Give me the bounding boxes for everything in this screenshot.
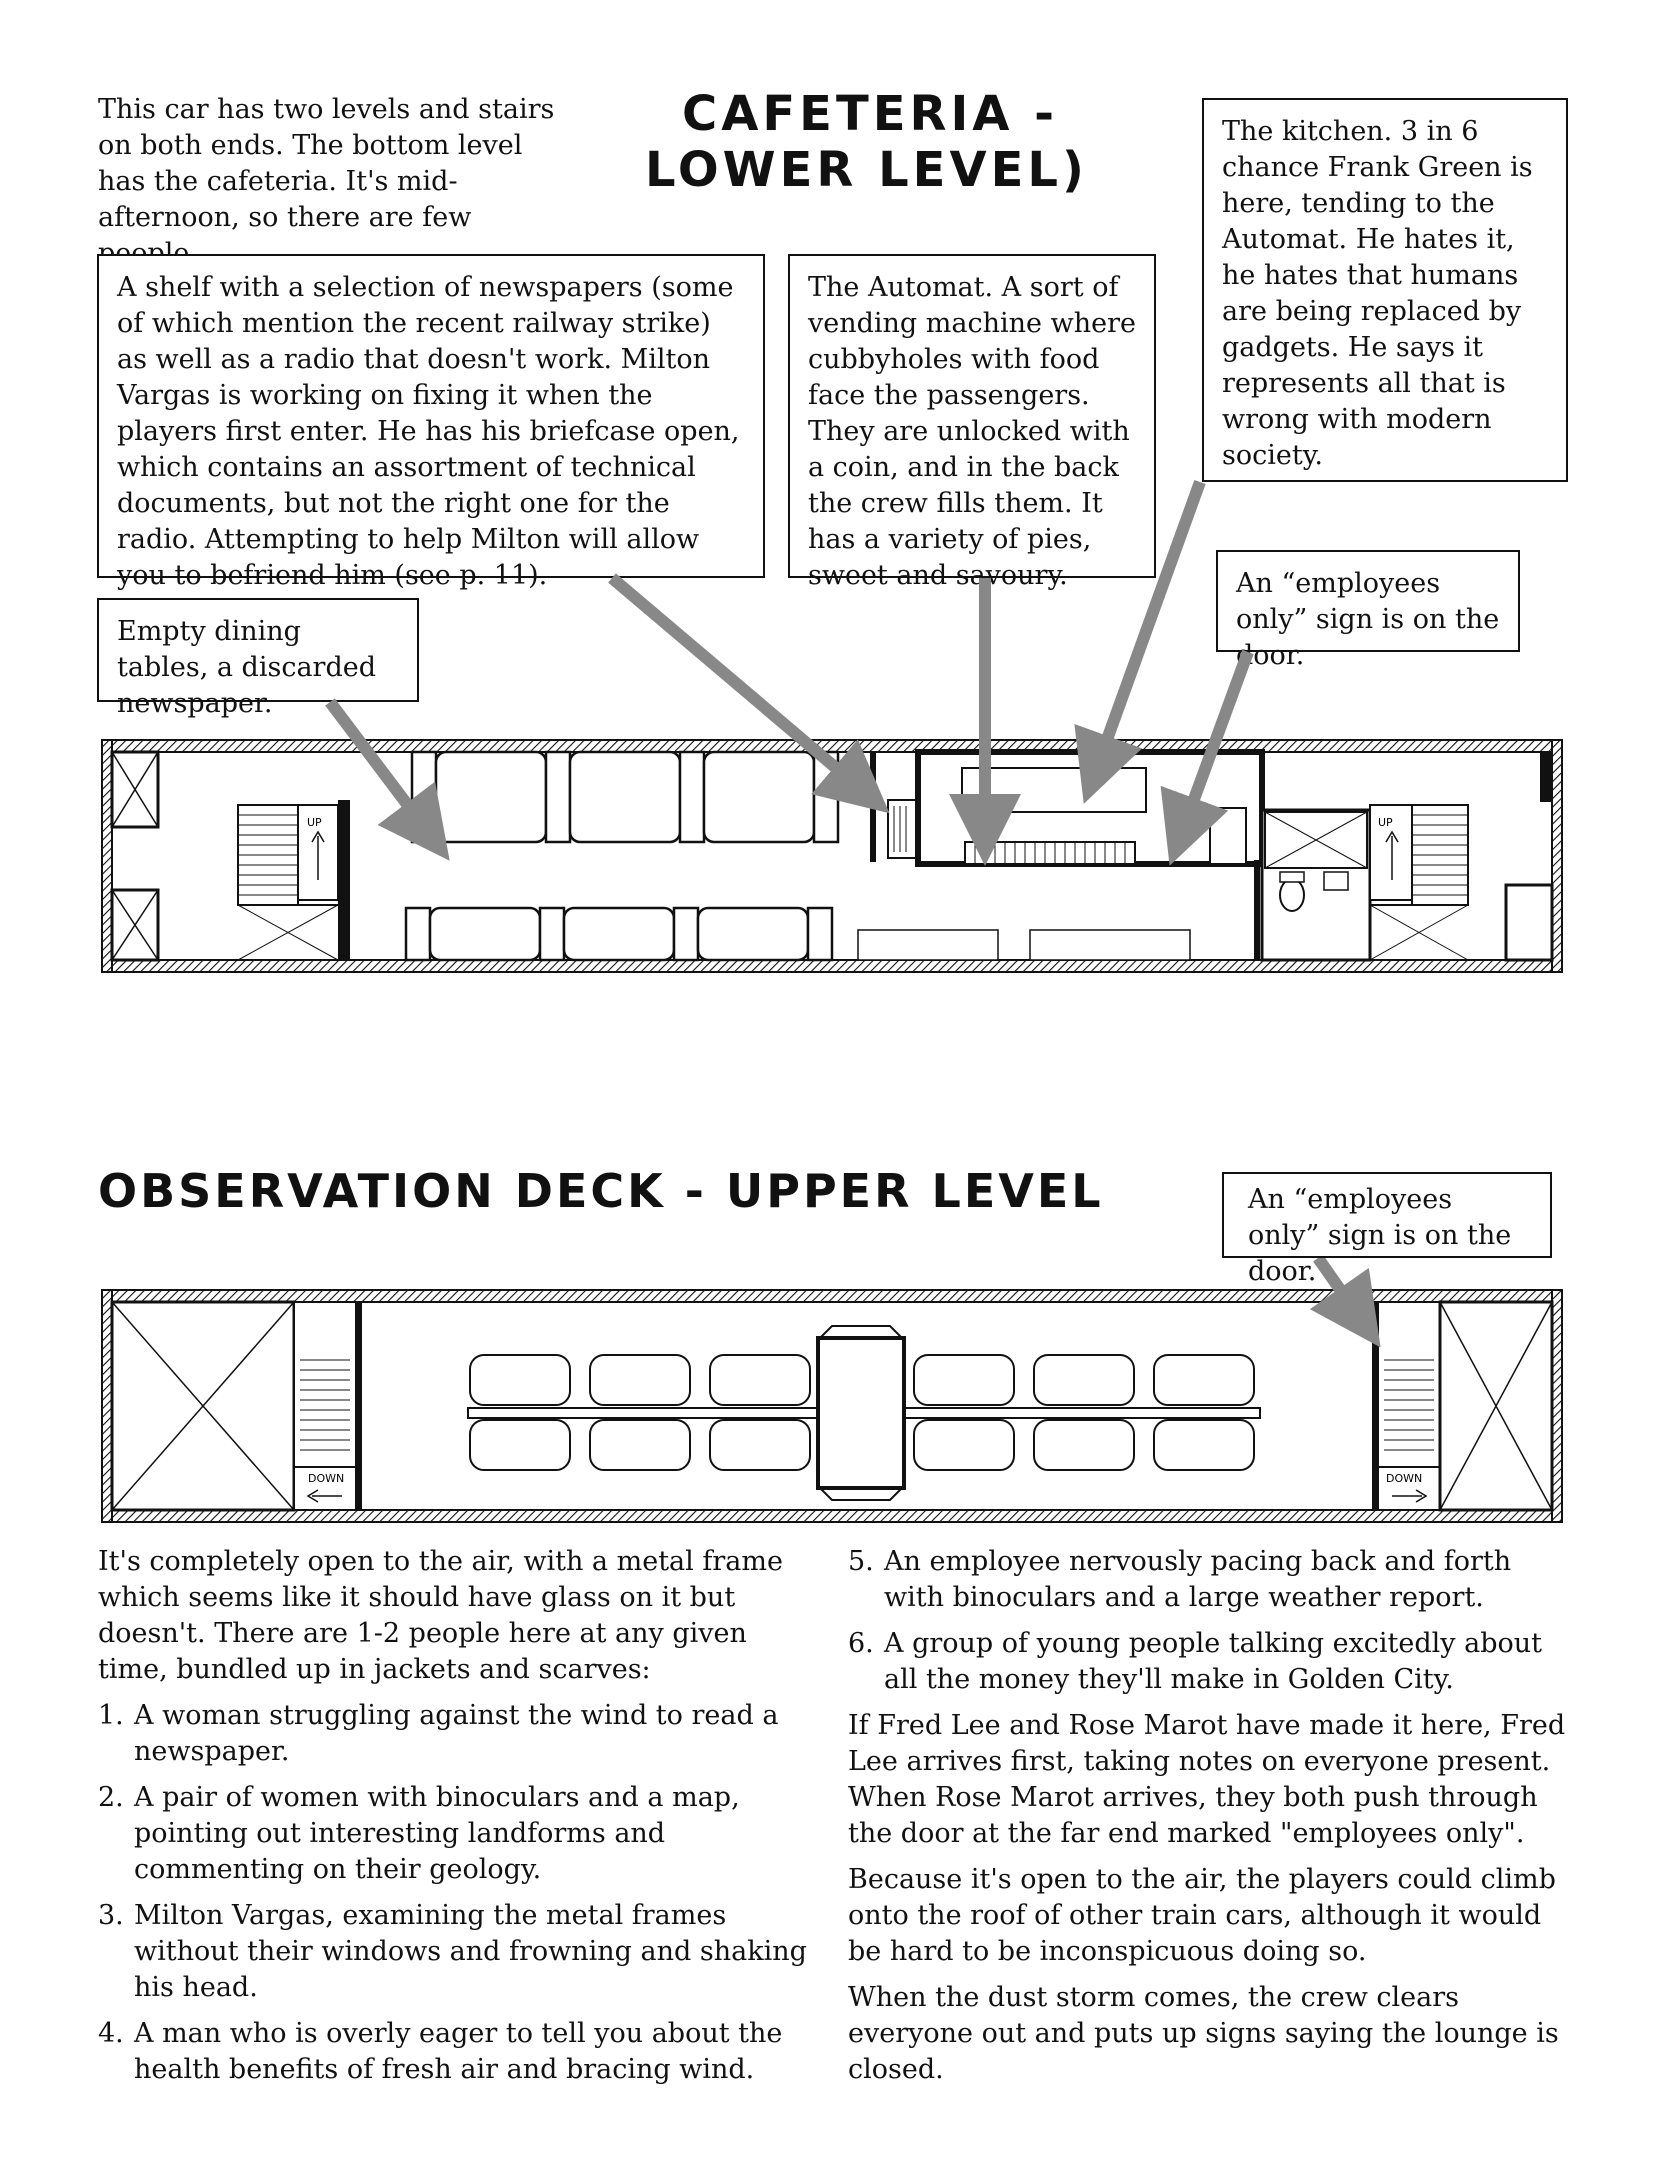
- up-label-right: UP: [1378, 816, 1393, 829]
- body-para1: If Fred Lee and Rose Marot have made it here, Fred Lee arrives first, taking notes on everyone present. When Rose Marot arrives, they both push through the door at the far end marked "employees only".: [848, 1710, 1566, 1849]
- body-intro: It's completely open to the air, with a metal frame which seems like it should have glass on it but doesn't. There are 1-2 people here at any given time, bundled up in jackets and scarves:: [98, 1546, 783, 1685]
- list-item-number: 5.: [848, 1546, 874, 1577]
- list-item: [98, 1898, 814, 2006]
- callout-automat: The Automat. A sort of vending machine where cubbyholes with food face the passengers. They are unlocked with a coin, and in the back the crew fills them. It has a variety of pies, sweet and savoury.: [788, 254, 1156, 578]
- list-item-text: A pair of women with binoculars and a map, pointing out interesting landforms and commenting on their geology.: [134, 1782, 740, 1885]
- lower-title-line1: CAFETERIA -: [682, 86, 1059, 142]
- list-left: [98, 1698, 814, 2088]
- list-item-text: A group of young people talking excitedly about all the money they'll make in Golden City.: [884, 1628, 1543, 1695]
- lower-title-line2: LOWER LEVEL): [645, 142, 1088, 198]
- callout-employees-upper: An “employees only” sign is on the door.: [1222, 1172, 1552, 1258]
- list-item-number: 3.: [98, 1900, 124, 1931]
- list-item-text: A woman struggling against the wind to read a newspaper.: [134, 1700, 779, 1767]
- callout-employees-lower: An “employees only” sign is on the door.: [1216, 550, 1520, 652]
- list-item: [848, 1626, 1578, 1698]
- list-item-number: 2.: [98, 1782, 124, 1813]
- body-para3: When the dust storm comes, the crew clears everyone out and puts up signs saying the lounge is closed.: [848, 1982, 1559, 2085]
- body-para2: Because it's open to the air, the players could climb onto the roof of other train cars, although it would be hard to be inconspicuous doing so.: [848, 1864, 1556, 1967]
- list-item-text: Milton Vargas, examining the metal frames without their windows and frowning and shaking his head.: [134, 1900, 807, 2003]
- list-item-number: 1.: [98, 1700, 124, 1731]
- callout-shelf: A shelf with a selection of newspapers (some of which mention the recent railway strike) as well as a radio that doesn't work. Milton Vargas is working on fixing it when the players first enter. He has his briefcase open, which contains an assortment of technical documents, but not the right one for the radio. Attempting to help Milton will allow you to befriend him (see p. 11).: [97, 254, 765, 578]
- list-item-number: 6.: [848, 1628, 874, 1659]
- up-label-left: UP: [307, 816, 322, 829]
- list-item-text: An employee nervously pacing back and forth with binoculars and a large weather report.: [884, 1546, 1512, 1613]
- list-right: [848, 1544, 1578, 1698]
- list-item: [98, 1780, 814, 1888]
- list-item: [98, 2016, 814, 2088]
- lower-intro: This car has two levels and stairs on both ends. The bottom level has the cafeteria. It's mid-afternoon, so there are few: [98, 94, 555, 233]
- list-item-text: A man who is overly eager to tell you about the health benefits of fresh air and bracing wind.: [134, 2018, 783, 2085]
- body-right-column: [848, 1544, 1578, 2098]
- body-left-column: [98, 1544, 814, 2098]
- list-item: [98, 1698, 814, 1770]
- callout-kitchen: The kitchen. 3 in 6 chance Frank Green is here, tending to the Automat. He hates it, he hates that humans are being replaced by gadgets. He says it represents all that is wrong with modern society.: [1202, 98, 1568, 482]
- callout-tables: Empty dining tables, a discarded newspaper.: [97, 598, 419, 702]
- list-item: [848, 1544, 1578, 1616]
- down-label-right: DOWN: [1386, 1472, 1423, 1485]
- upper-title: OBSERVATION DECK - UPPER LEVEL: [98, 1164, 1104, 1218]
- list-item-number: 4.: [98, 2018, 124, 2049]
- down-label-left: DOWN: [308, 1472, 345, 1485]
